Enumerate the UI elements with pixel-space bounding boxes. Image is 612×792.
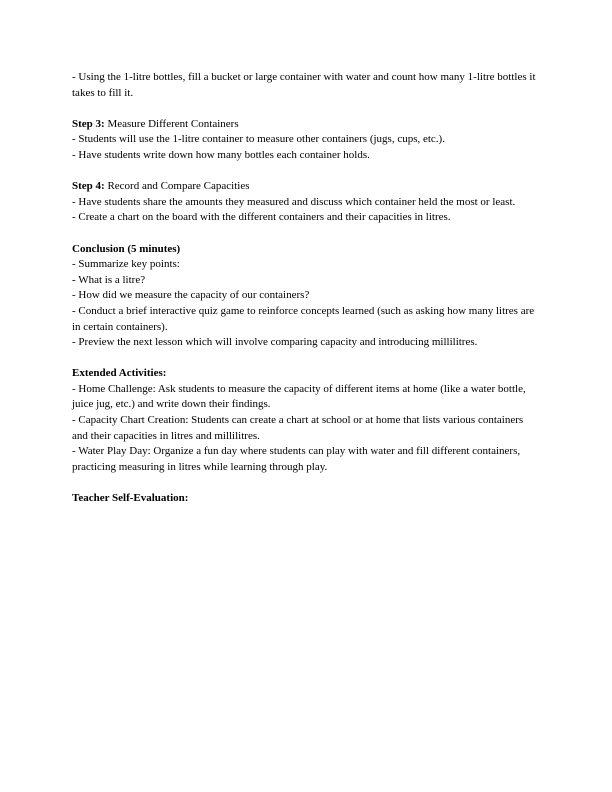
conclusion-item: - How did we measure the capacity of our containers?: [72, 289, 310, 302]
step-4-item: - Create a chart on the board with the different containers and their capacities in litres.: [72, 211, 451, 224]
step-4-label: Step 4:: [72, 180, 105, 193]
self-evaluation-section: [72, 491, 540, 507]
conclusion-item: - What is a litre?: [72, 273, 146, 286]
extended-activity-item: - Home Challenge: Ask students to measure the capacity of different items at home (like a water bottle, juice jug, etc.) and write down their findings.: [72, 382, 526, 411]
intro-line: - Using the 1-litre bottles, fill a bucket or large container with water and count how many 1-litre bottles it takes to fill it.: [72, 71, 536, 99]
extended-activity-item: - Capacity Chart Creation: Students can create a chart at school or at home that lists various containers and their capacities in litres and millilitres.: [72, 414, 524, 442]
step-4-heading: [72, 179, 540, 195]
extended-activity-item: - Water Play Day: Organize a fun day where students can play with water and fill different containers, practicing measuring in litres while learning through play.: [72, 445, 521, 473]
self-evaluation-heading: Teacher Self-Evaluation:: [72, 492, 189, 505]
step-3-item: - Have students write down how many bottles each container holds.: [72, 148, 370, 161]
step-3-title: Measure Different Containers: [104, 117, 239, 130]
extended-activities-heading: Extended Activities:: [72, 367, 167, 380]
step-3-label: Step 3:: [72, 117, 105, 130]
step-4-item: - Have students share the amounts they measured and discuss which container held the most or least.: [72, 195, 516, 208]
conclusion-heading: Conclusion (5 minutes): [72, 242, 181, 255]
conclusion-section: [72, 242, 540, 351]
step-3-section: [72, 117, 540, 164]
step-3-heading: [72, 117, 540, 133]
document-page: [72, 70, 540, 522]
step-4-title: Record and Compare Capacities: [104, 180, 250, 193]
conclusion-item: - Summarize key points:: [72, 258, 180, 271]
step-3-item: - Students will use the 1-litre container to measure other containers (jugs, cups, etc.).: [72, 133, 445, 146]
extended-activities-section: [72, 366, 540, 475]
conclusion-item: - Preview the next lesson which will involve comparing capacity and introducing millilitres.: [72, 336, 478, 349]
conclusion-item: - Conduct a brief interactive quiz game to reinforce concepts learned (such as asking how many litres are in certain containers).: [72, 304, 535, 333]
step-4-section: [72, 179, 540, 226]
intro-block: [72, 70, 540, 101]
